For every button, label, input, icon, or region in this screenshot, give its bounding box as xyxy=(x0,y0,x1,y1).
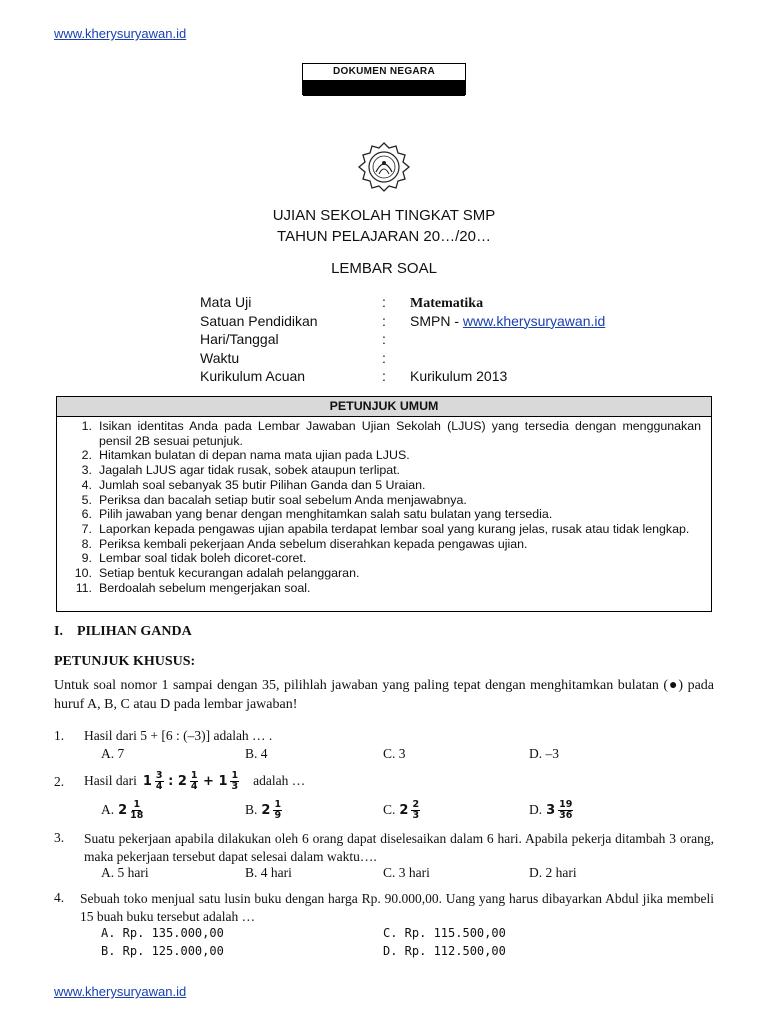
info-row-school: Satuan Pendidikan : SMPN - www.kherysuryawan.id xyxy=(200,312,606,329)
whole-number: 2 xyxy=(118,802,128,818)
exam-title: UJIAN SEKOLAH TINGKAT SMP xyxy=(272,207,496,224)
fraction xyxy=(155,771,164,792)
special-instruction: Untuk soal nomor 1 sampai dengan 35, pilihlah jawaban yang paling tepat dengan menghitamkan bulatan (●) pada huruf A, B, C atau D pada lembar jawaban! xyxy=(54,678,714,712)
fraction xyxy=(190,771,199,792)
instruction-number: 11. xyxy=(75,580,92,595)
instruction-item xyxy=(57,493,701,508)
question-2-expression xyxy=(143,771,239,792)
whole-number: 3 xyxy=(546,802,556,818)
instruction-text: Periksa dan bacalah setiap butir soal sebelum Anda menjawabnya. xyxy=(99,492,467,507)
denominator: 18 xyxy=(130,809,144,821)
info-row-subject: Mata Uji : Matematika xyxy=(200,294,484,311)
general-instructions-box xyxy=(56,396,712,612)
numerator: 3 xyxy=(155,769,163,781)
instruction-item xyxy=(57,463,701,478)
question-2-option-b xyxy=(245,797,282,823)
instruction-item xyxy=(57,419,701,448)
option-letter: B. xyxy=(245,802,258,817)
instruction-text: Berdoalah sebelum mengerjakan soal. xyxy=(99,580,311,595)
fraction xyxy=(411,800,420,821)
dokumen-negara-label: DOKUMEN NEGARA xyxy=(303,64,465,81)
instruction-number: 10. xyxy=(74,566,92,581)
question-2-option-d xyxy=(529,797,573,823)
dokumen-negara-bar xyxy=(303,81,465,96)
question-4-text: Sebuah toko menjual satu lusin buku dengan harga Rp. 90.000,00. Uang yang harus dibayarkan Abdul jika membeli 15 buah buku tersebut adalah … xyxy=(80,891,714,924)
instruction-item xyxy=(57,551,701,566)
instruction-number: 1. xyxy=(81,419,92,433)
question-3-option-b: B. 4 hari xyxy=(245,865,292,880)
instruction-number: 4. xyxy=(81,477,92,492)
fraction xyxy=(273,800,282,821)
question-4-option-b: B. Rp. 125.000,00 xyxy=(101,944,224,958)
numerator: 1 xyxy=(190,769,198,781)
instruction-number: 8. xyxy=(81,536,92,551)
question-4-option-a: A. Rp. 135.000,00 xyxy=(101,926,224,940)
denominator: 36 xyxy=(559,809,573,821)
general-instructions-title: PETUNJUK UMUM xyxy=(57,397,711,417)
footer-website-link[interactable]: www.kherysuryawan.id xyxy=(54,984,187,999)
option-letter: D. xyxy=(529,802,543,817)
question-3-text: Suatu pekerjaan apabila dilakukan oleh 6 orang dapat diselesaikan dalam 6 hari. Apabila pekerja ditambah 3 orang, maka pekerjaan tersebut dapat selesai dalam waktu…. xyxy=(84,831,714,864)
option-mixed-number xyxy=(546,800,573,821)
question-2-text: Hasil dari 1 $\frac{3}{4}$ : 2 $\frac{1}{4}$ + 1 $\frac{1}{3}$ adalah … xyxy=(84,769,306,792)
operator: + xyxy=(198,773,219,789)
option-letter: C. xyxy=(383,802,396,817)
question-3-number: 3. xyxy=(54,830,65,845)
numerator: 1 xyxy=(274,798,282,810)
mixed-number xyxy=(143,771,164,792)
instruction-text: Jumlah soal sebanyak 35 butir Pilihan Ganda dan 5 Uraian. xyxy=(99,477,426,492)
fraction xyxy=(130,800,143,821)
instruction-text: Jagalah LJUS agar tidak rusak, sobek ataupun terlipat. xyxy=(99,463,400,478)
instruction-text: Pilih jawaban yang benar dengan menghitamkan salah satu bulatan yang tersedia. xyxy=(99,507,553,522)
academic-year-title: TAHUN PELAJARAN 20…/20… xyxy=(277,228,491,245)
option-mixed-number xyxy=(261,800,282,821)
info-row-date: Hari/Tanggal : xyxy=(200,331,386,348)
subject-value: Matematika xyxy=(410,296,484,311)
instruction-text: Periksa kembali pekerjaan Anda sebelum diserahkan kepada pengawas ujian. xyxy=(99,536,528,551)
question-1-number: 1. xyxy=(54,728,65,743)
info-row-curriculum: Kurikulum Acuan : Kurikulum 2013 xyxy=(200,368,508,385)
instruction-item xyxy=(57,448,701,463)
denominator: 3 xyxy=(231,780,239,792)
mixed-number xyxy=(218,771,239,792)
question-1-option-a: A. 7 xyxy=(101,746,125,761)
numerator: 1 xyxy=(231,769,239,781)
instruction-item xyxy=(57,566,701,581)
instruction-text: Hitamkan bulatan di depan nama mata ujian pada LJUS. xyxy=(99,448,410,463)
tut-wuri-handayani-logo xyxy=(358,142,410,192)
whole-number: 2 xyxy=(177,773,187,789)
info-row-time: Waktu : xyxy=(200,349,386,366)
question-3-option-c: C. 3 hari xyxy=(383,865,430,880)
instruction-number: 9. xyxy=(81,551,92,566)
instruction-text: Lembar soal tidak boleh dicoret-coret. xyxy=(99,551,307,566)
fraction xyxy=(558,800,573,821)
question-1-option-b: B. 4 xyxy=(245,746,268,761)
instruction-text: Isikan identitas Anda pada Lembar Jawaban Ujian Sekolah (LJUS) yang tersedia dengan menggunakan pensil 2B sesuai petunjuk. xyxy=(99,419,701,448)
instruction-number: 5. xyxy=(81,492,92,507)
question-2-option-c xyxy=(383,797,420,823)
instruction-text: Setiap bentuk kecurangan adalah pelanggaran. xyxy=(99,566,360,581)
option-mixed-number xyxy=(399,800,420,821)
question-1-option-c: C. 3 xyxy=(383,746,406,761)
mixed-number xyxy=(178,771,199,792)
operator: : xyxy=(163,773,178,789)
instruction-item xyxy=(57,522,701,537)
whole-number: 1 xyxy=(218,773,228,789)
numerator: 19 xyxy=(559,798,573,810)
denominator: 4 xyxy=(155,780,163,792)
school-website-link[interactable]: www.kherysuryawan.id xyxy=(462,312,606,329)
instruction-item xyxy=(57,537,701,552)
instruction-number: 7. xyxy=(81,521,92,536)
fraction xyxy=(230,771,239,792)
numerator: 2 xyxy=(412,798,420,810)
petunjuk-khusus-heading: PETUNJUK KHUSUS: xyxy=(54,654,196,669)
whole-number: 2 xyxy=(399,802,409,818)
option-mixed-number xyxy=(118,800,143,821)
header-website-link[interactable]: www.kherysuryawan.id xyxy=(54,26,187,41)
question-4-option-d: D. Rp. 112.500,00 xyxy=(383,944,506,958)
whole-number: 2 xyxy=(261,802,271,818)
question-4-option-c: C. Rp. 115.500,00 xyxy=(383,926,506,940)
instruction-item xyxy=(57,478,701,493)
denominator: 9 xyxy=(274,809,282,821)
denominator: 4 xyxy=(190,780,198,792)
instruction-item xyxy=(57,581,701,596)
exam-info-table xyxy=(200,293,620,386)
question-4-number: 4. xyxy=(54,890,65,905)
whole-number: 1 xyxy=(142,773,152,789)
question-2-option-a xyxy=(101,797,143,823)
instruction-number: 2. xyxy=(81,448,92,463)
question-2-number: 2. xyxy=(54,774,65,789)
lembar-soal-title: LEMBAR SOAL xyxy=(331,260,437,277)
question-1-option-d: D. –3 xyxy=(529,746,559,761)
dokumen-negara-box xyxy=(302,63,466,95)
general-instructions-list xyxy=(57,419,711,595)
instruction-number: 6. xyxy=(81,507,92,522)
instruction-text: Laporkan kepada pengawas ujian apabila terdapat lembar soal yang kurang jelas, rusak atau tidak lengkap. xyxy=(99,521,690,536)
question-2-options xyxy=(0,797,768,823)
question-3-option-a: A. 5 hari xyxy=(101,865,149,880)
question-3-option-d: D. 2 hari xyxy=(529,865,577,880)
question-1-text: Hasil dari 5 + [6 : (–3)] adalah … . xyxy=(84,728,273,743)
option-letter: A. xyxy=(101,802,115,817)
numerator: 1 xyxy=(133,798,141,810)
denominator: 3 xyxy=(412,809,420,821)
instruction-item xyxy=(57,507,701,522)
section-pilihan-ganda: I. PILIHAN GANDA xyxy=(54,624,192,639)
instruction-number: 3. xyxy=(81,463,92,478)
